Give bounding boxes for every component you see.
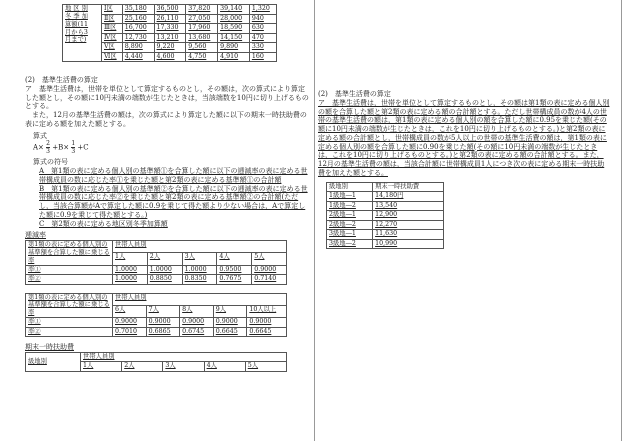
paragraph-b: また，12月の基準生活費の額は，次の算式により算定した額に以下の期末一時扶助費の表に定める額を加えた額とする。 xyxy=(25,111,307,128)
decay-col: 7人 xyxy=(146,305,180,317)
yearend-rowhead: 級地別 xyxy=(26,352,81,371)
yearend-label: 期末一時扶助費 xyxy=(25,343,74,352)
left-column xyxy=(25,4,310,372)
winter-addition-table xyxy=(62,4,277,62)
side-label-line: 地 区 別 xyxy=(65,5,88,12)
right-column xyxy=(318,4,610,249)
rate-cell: 0.6865 xyxy=(146,327,180,337)
value-cell: 1,320 xyxy=(249,5,276,15)
header-cell: 級地別 xyxy=(327,182,373,192)
amount-cell: 12,900 xyxy=(373,211,444,221)
decay-group: 世帯人員別 xyxy=(113,241,287,253)
value-cell: 4,600 xyxy=(154,52,186,62)
formula xyxy=(25,140,310,155)
value-cell: 940 xyxy=(249,14,276,24)
side-label-line: 月から3 xyxy=(65,28,88,36)
amount-cell: 14,180円 xyxy=(373,192,444,202)
rate-cell: 0.9000 xyxy=(252,265,287,275)
grade-cell: 1級地―2 xyxy=(327,201,373,211)
zone-cell: Ⅳ区 xyxy=(102,33,123,43)
zone-cell: Ⅵ区 xyxy=(102,52,123,62)
rate-cell: 0.7140 xyxy=(252,275,287,285)
section-heading: (2) 基準生活費の算定 xyxy=(25,76,98,84)
value-cell: 4,910 xyxy=(218,52,250,62)
value-cell: 630 xyxy=(249,24,276,34)
winter-side-label xyxy=(63,5,102,62)
value-cell: 27,050 xyxy=(186,14,218,24)
decay-table-2 xyxy=(25,293,287,338)
yearend-col: 2人 xyxy=(122,362,163,372)
grade-cell: 1級地―1 xyxy=(327,192,373,202)
decay-col: 6人 xyxy=(113,305,147,317)
amount-cell: 11,630 xyxy=(373,230,444,240)
value-cell: 17,960 xyxy=(186,24,218,34)
right-edge-line xyxy=(621,0,622,441)
value-cell: 14,150 xyxy=(218,33,250,43)
decay-col: 3人 xyxy=(182,253,217,265)
zone-cell: Ⅲ区 xyxy=(102,24,123,34)
amount-cell: 12,270 xyxy=(373,220,444,230)
value-cell: 28,000 xyxy=(218,14,250,24)
value-cell: 26,110 xyxy=(154,14,186,24)
rate-label: 率② xyxy=(26,327,113,337)
decay-col: 10人以上 xyxy=(247,305,287,317)
amount-cell: 13,540 xyxy=(373,201,444,211)
value-cell: 9,220 xyxy=(154,43,186,53)
rate-label: 率② xyxy=(26,275,113,285)
fraction-denominator: 3 xyxy=(46,148,50,156)
decay-col: 5人 xyxy=(252,253,287,265)
rate-cell: 0.9000 xyxy=(180,318,214,328)
column-divider xyxy=(314,0,315,441)
grade-cell: 2級地―1 xyxy=(327,211,373,221)
rate-cell: 0.6645 xyxy=(213,327,247,337)
grade-cell: 2級地―2 xyxy=(327,220,373,230)
value-cell: 37,820 xyxy=(186,5,218,15)
grade-cell: 3級地―1 xyxy=(327,230,373,240)
section-heading: (2) 基準生活費の算定 xyxy=(318,90,391,98)
decay-table-1 xyxy=(25,240,287,285)
decay-col: 2人 xyxy=(147,253,182,265)
rate-cell: 0.7010 xyxy=(113,327,147,337)
yearend-col: 5人 xyxy=(245,362,286,372)
value-cell: 25,160 xyxy=(122,14,154,24)
fraction-numerator: 2 xyxy=(46,140,50,148)
fraction-numerator: 1 xyxy=(71,140,76,148)
value-cell: 470 xyxy=(249,33,276,43)
rate-label: 率① xyxy=(26,265,113,275)
symbol-b: B 第1類の表に定める個人別の基準額②を合算した額に以下の逓減率の表に定める世帯構成員の数に応じた率②を乗じた額と第2類の表に定める基準額②の合計額(ただし，当該合算額がAで算定した額に0.9を乗じて得た額より少ない場合は，Aで算定した額に0.9を乗じて得た額とする。) xyxy=(39,184,308,219)
side-label-line: 冬 季 加 xyxy=(65,12,88,20)
rate-cell: 1.0000 xyxy=(113,265,148,275)
value-cell: 13,680 xyxy=(186,33,218,43)
decay-col: 4人 xyxy=(217,253,252,265)
fraction-denominator: 3 xyxy=(71,148,76,156)
fraction xyxy=(71,140,75,155)
value-cell: 16,700 xyxy=(122,24,154,34)
rate-label: 率① xyxy=(26,318,113,328)
rate-cell: 0.8850 xyxy=(147,275,182,285)
yearend-col: 4人 xyxy=(204,362,245,372)
formula-part: +C xyxy=(77,143,89,152)
rate-cell: 0.6745 xyxy=(180,327,214,337)
yearend-group: 世帯人員別 xyxy=(81,352,287,362)
zone-cell: Ⅴ区 xyxy=(102,43,123,53)
decay-label: 逓減率 xyxy=(25,231,46,240)
value-cell: 4,440 xyxy=(122,52,154,62)
decay-col: 9人 xyxy=(213,305,247,317)
value-cell: 35,180 xyxy=(122,5,154,15)
yearend-allowance-table xyxy=(326,182,444,250)
rate-cell: 0.6645 xyxy=(247,327,287,337)
rate-cell: 1.0000 xyxy=(147,265,182,275)
symbol-a: A 第1類の表に定める個人別の基準額①を合算した額に以下の逓減率の表に定める世帯構成員の数に応じた率①を乗じた額と第2類の表に定める基準額①の合計額 xyxy=(39,167,308,184)
decay-rowhead: 第1類の表に定める個人別の基準額を合算した額に乗じる率 xyxy=(26,241,113,266)
formula-part: A× xyxy=(33,143,44,152)
value-cell: 18,590 xyxy=(218,24,250,34)
value-cell: 39,140 xyxy=(218,5,250,15)
decay-group: 世帯人員別 xyxy=(113,293,287,305)
rate-cell: 0.8350 xyxy=(182,275,217,285)
side-label-line: 算額(11 xyxy=(65,20,89,28)
rate-cell: 0.9000 xyxy=(247,318,287,328)
value-cell: 160 xyxy=(249,52,276,62)
fraction xyxy=(46,140,50,155)
value-cell: 9,560 xyxy=(186,43,218,53)
right-paragraph: ア 基準生活費は，世帯を単位として算定するものとし，その額は第1類の表に定める個人別の額を合算した額と第2類の表に定める額の合計額とする。ただし世帯構成員の数が4人の世帯の基準生活費の額は，第1類の表に定める個人別の額を合算した額に0.95を乗じた額(その額に10円未満の端数が生じたときは，これを10円に切り上げるものとする。)と第2類の表に定める額の合計額とし，世帯構成員の数が5人以上の世帯の基準生活費の額は，第1類の表に定める個人別の額を合算した額に0.90を乗じた額(その額に10円未満の端数が生じたときは，これを10円に切り上げるものとする。)と第2類の表に定める額の合計額とする。また，12月の基準生活費の額は，当該合計額に世帯構成員1人につき次の表に定める期末一時扶助費を加えた額とする。 xyxy=(318,98,610,177)
value-cell: 330 xyxy=(249,43,276,53)
zone-cell: Ⅰ区 xyxy=(102,5,123,15)
value-cell: 8,890 xyxy=(122,43,154,53)
value-cell: 13,210 xyxy=(154,33,186,43)
formula-label: 算式 xyxy=(33,131,47,140)
decay-col: 1人 xyxy=(113,253,148,265)
header-cell: 期末一時扶助費 xyxy=(373,182,444,192)
rate-cell: 0.9000 xyxy=(113,318,147,328)
decay-col: 8人 xyxy=(180,305,214,317)
rate-cell: 0.9500 xyxy=(217,265,252,275)
yearend-table xyxy=(25,352,287,372)
symbols-label: 算式の符号 xyxy=(33,158,68,167)
decay-rowhead: 第1類の表に定める個人別の基準額を合算した額に乗じる率 xyxy=(26,293,113,318)
rate-cell: 0.7675 xyxy=(217,275,252,285)
value-cell: 4,750 xyxy=(186,52,218,62)
value-cell: 12,730 xyxy=(122,33,154,43)
zone-cell: Ⅱ区 xyxy=(102,14,123,24)
paragraph-a: ア 基準生活費は，世帯を単位として算定するものとし，その額は，次の算式により算定した額とし，その額に10円未満の端数が生じたときは，当該端数を10円に切り上げるものとする。 xyxy=(25,84,309,111)
rate-cell: 0.9000 xyxy=(146,318,180,328)
value-cell: 36,500 xyxy=(154,5,186,15)
rate-cell: 0.9000 xyxy=(213,318,247,328)
symbol-c: C 第2類の表に定める地区別冬季加算額 xyxy=(39,219,168,228)
yearend-col: 1人 xyxy=(81,362,122,372)
formula-part: +B× xyxy=(52,143,70,152)
value-cell: 17,330 xyxy=(154,24,186,34)
side-label-line: 月まで) xyxy=(65,36,87,44)
value-cell: 9,890 xyxy=(218,43,250,53)
rate-cell: 1.0000 xyxy=(182,265,217,275)
grade-cell: 3級地―2 xyxy=(327,239,373,249)
rate-cell: 1.0000 xyxy=(113,275,148,285)
yearend-col: 3人 xyxy=(163,362,204,372)
amount-cell: 10,990 xyxy=(373,239,444,249)
